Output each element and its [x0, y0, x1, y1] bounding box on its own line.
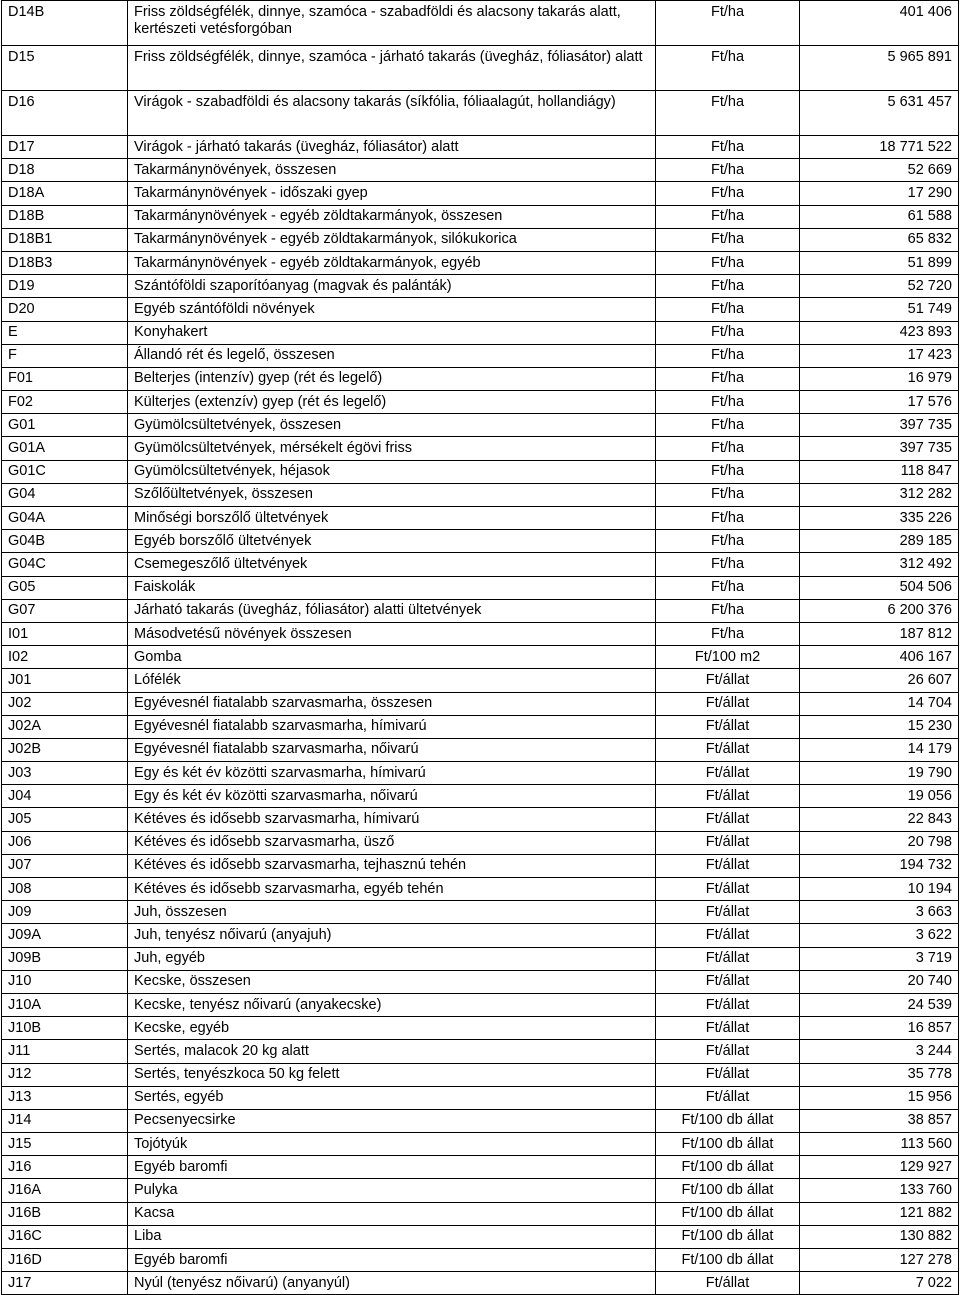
table-row [2, 298, 959, 321]
table-row [2, 321, 959, 344]
row-value-cell: 194 732 [800, 854, 959, 877]
row-unit-cell: Ft/ha [656, 298, 800, 321]
row-unit-cell: Ft/állat [656, 924, 800, 947]
row-value-cell: 127 278 [800, 1249, 959, 1272]
row-unit-cell: Ft/ha [656, 367, 800, 390]
table-row [2, 646, 959, 669]
row-code-cell: D20 [2, 298, 128, 321]
table-row [2, 622, 959, 645]
row-code-cell: J14 [2, 1109, 128, 1132]
row-value-cell: 406 167 [800, 646, 959, 669]
row-unit-cell: Ft/ha [656, 460, 800, 483]
row-description-cell: Másodvetésű növények összesen [128, 622, 656, 645]
row-description-cell: Pulyka [128, 1179, 656, 1202]
row-unit-cell: Ft/ha [656, 553, 800, 576]
row-description-cell: Kecske, egyéb [128, 1017, 656, 1040]
row-unit-cell: Ft/100 db állat [656, 1109, 800, 1132]
row-unit-cell: Ft/ha [656, 437, 800, 460]
row-code-cell: G05 [2, 576, 128, 599]
table-row [2, 924, 959, 947]
row-code-cell: G01 [2, 414, 128, 437]
row-description-cell: Minőségi borszőlő ültetvények [128, 507, 656, 530]
row-unit-cell: Ft/ha [656, 576, 800, 599]
row-code-cell: J16B [2, 1202, 128, 1225]
row-value-cell: 15 230 [800, 715, 959, 738]
table-row [2, 854, 959, 877]
row-description-cell: Friss zöldségfélék, dinnye, szamóca - szabadföldi és alacsony takarás alatt, kertészeti vetésforgóban [128, 1, 656, 46]
row-description-cell: Szőlőültetvények, összesen [128, 483, 656, 506]
table-row [2, 391, 959, 414]
table-row [2, 205, 959, 228]
row-value-cell: 20 740 [800, 970, 959, 993]
row-description-cell: Takarmánynövények - időszaki gyep [128, 182, 656, 205]
data-table [1, 0, 959, 1295]
table-row [2, 785, 959, 808]
row-code-cell: J03 [2, 762, 128, 785]
row-code-cell: J06 [2, 831, 128, 854]
row-unit-cell: Ft/állat [656, 854, 800, 877]
table-row [2, 159, 959, 182]
row-code-cell: G01A [2, 437, 128, 460]
row-code-cell: D15 [2, 46, 128, 91]
row-description-cell: Takarmánynövények, összesen [128, 159, 656, 182]
row-value-cell: 113 560 [800, 1133, 959, 1156]
row-description-cell: Faiskolák [128, 576, 656, 599]
row-unit-cell: Ft/állat [656, 1040, 800, 1063]
row-value-cell: 187 812 [800, 622, 959, 645]
row-description-cell: Belterjes (intenzív) gyep (rét és legelő) [128, 367, 656, 390]
row-unit-cell: Ft/állat [656, 1017, 800, 1040]
row-unit-cell: Ft/100 db állat [656, 1179, 800, 1202]
row-description-cell: Gyümölcsültetvények, összesen [128, 414, 656, 437]
row-unit-cell: Ft/állat [656, 1086, 800, 1109]
row-code-cell: G04B [2, 530, 128, 553]
row-code-cell: D17 [2, 136, 128, 159]
row-description-cell: Egyévesnél fiatalabb szarvasmarha, összesen [128, 692, 656, 715]
row-value-cell: 121 882 [800, 1202, 959, 1225]
table-row [2, 808, 959, 831]
row-description-cell: Gyümölcsültetvények, héjasok [128, 460, 656, 483]
row-code-cell: J08 [2, 878, 128, 901]
row-unit-cell: Ft/ha [656, 483, 800, 506]
table-row [2, 576, 959, 599]
row-value-cell: 16 857 [800, 1017, 959, 1040]
table-row [2, 970, 959, 993]
row-unit-cell: Ft/állat [656, 901, 800, 924]
table-row [2, 1272, 959, 1295]
row-code-cell: J09 [2, 901, 128, 924]
row-value-cell: 19 790 [800, 762, 959, 785]
row-description-cell: Szántóföldi szaporítóanyag (magvak és palánták) [128, 275, 656, 298]
row-description-cell: Gyümölcsültetvények, mérsékelt égövi friss [128, 437, 656, 460]
table-row [2, 738, 959, 761]
row-value-cell: 312 492 [800, 553, 959, 576]
row-code-cell: D14B [2, 1, 128, 46]
table-row [2, 599, 959, 622]
row-unit-cell: Ft/állat [656, 692, 800, 715]
table-row [2, 1133, 959, 1156]
row-description-cell: Sertés, tenyészkoca 50 kg felett [128, 1063, 656, 1086]
row-unit-cell: Ft/ha [656, 205, 800, 228]
row-code-cell: J10A [2, 993, 128, 1016]
row-unit-cell: Ft/ha [656, 1, 800, 46]
row-description-cell: Egyévesnél fiatalabb szarvasmarha, nőivarú [128, 738, 656, 761]
row-description-cell: Kétéves és idősebb szarvasmarha, üsző [128, 831, 656, 854]
row-description-cell: Kecske, tenyész nőivarú (anyakecske) [128, 993, 656, 1016]
row-code-cell: J02 [2, 692, 128, 715]
row-unit-cell: Ft/állat [656, 831, 800, 854]
row-value-cell: 17 290 [800, 182, 959, 205]
table-row [2, 692, 959, 715]
row-description-cell: Juh, egyéb [128, 947, 656, 970]
row-value-cell: 52 669 [800, 159, 959, 182]
row-description-cell: Egyéb baromfi [128, 1156, 656, 1179]
row-code-cell: J09A [2, 924, 128, 947]
table-row [2, 1, 959, 46]
row-unit-cell: Ft/ha [656, 530, 800, 553]
row-value-cell: 3 244 [800, 1040, 959, 1063]
row-code-cell: J01 [2, 669, 128, 692]
row-value-cell: 17 576 [800, 391, 959, 414]
row-unit-cell: Ft/ha [656, 599, 800, 622]
row-value-cell: 22 843 [800, 808, 959, 831]
row-description-cell: Pecsenyecsirke [128, 1109, 656, 1132]
row-code-cell: D18B3 [2, 251, 128, 274]
row-description-cell: Kétéves és idősebb szarvasmarha, tejhasznú tehén [128, 854, 656, 877]
row-value-cell: 118 847 [800, 460, 959, 483]
table-row [2, 275, 959, 298]
table-row [2, 1040, 959, 1063]
row-value-cell: 35 778 [800, 1063, 959, 1086]
row-description-cell: Kacsa [128, 1202, 656, 1225]
row-code-cell: D19 [2, 275, 128, 298]
row-value-cell: 14 179 [800, 738, 959, 761]
row-description-cell: Virágok - szabadföldi és alacsony takarás (síkfólia, fóliaalagút, hollandiágy) [128, 91, 656, 136]
row-value-cell: 51 899 [800, 251, 959, 274]
row-unit-cell: Ft/ha [656, 507, 800, 530]
row-unit-cell: Ft/100 m2 [656, 646, 800, 669]
table-row [2, 460, 959, 483]
row-description-cell: Juh, tenyész nőivarú (anyajuh) [128, 924, 656, 947]
table-row [2, 993, 959, 1016]
row-code-cell: J07 [2, 854, 128, 877]
row-description-cell: Járható takarás (üvegház, fóliasátor) alatti ültetvények [128, 599, 656, 622]
row-code-cell: J17 [2, 1272, 128, 1295]
table-row [2, 251, 959, 274]
row-description-cell: Egyéb szántóföldi növények [128, 298, 656, 321]
row-unit-cell: Ft/állat [656, 993, 800, 1016]
row-description-cell: Gomba [128, 646, 656, 669]
table-row [2, 878, 959, 901]
row-code-cell: I02 [2, 646, 128, 669]
row-code-cell: J09B [2, 947, 128, 970]
row-value-cell: 18 771 522 [800, 136, 959, 159]
row-value-cell: 61 588 [800, 205, 959, 228]
row-description-cell: Virágok - járható takarás (üvegház, fóliasátor) alatt [128, 136, 656, 159]
row-code-cell: J13 [2, 1086, 128, 1109]
row-code-cell: J10 [2, 970, 128, 993]
table-row [2, 1202, 959, 1225]
row-unit-cell: Ft/állat [656, 785, 800, 808]
table-row [2, 367, 959, 390]
row-description-cell: Takarmánynövények - egyéb zöldtakarmányok, egyéb [128, 251, 656, 274]
row-value-cell: 15 956 [800, 1086, 959, 1109]
row-value-cell: 3 719 [800, 947, 959, 970]
row-code-cell: J15 [2, 1133, 128, 1156]
row-unit-cell: Ft/100 db állat [656, 1202, 800, 1225]
row-code-cell: J05 [2, 808, 128, 831]
row-description-cell: Sertés, malacok 20 kg alatt [128, 1040, 656, 1063]
table-row [2, 228, 959, 251]
row-description-cell: Nyúl (tenyész nőivarú) (anyanyúl) [128, 1272, 656, 1295]
row-code-cell: J12 [2, 1063, 128, 1086]
row-description-cell: Friss zöldségfélék, dinnye, szamóca - járható takarás (üvegház, fóliasátor) alatt [128, 46, 656, 91]
row-code-cell: G01C [2, 460, 128, 483]
row-value-cell: 5 631 457 [800, 91, 959, 136]
row-value-cell: 3 622 [800, 924, 959, 947]
row-code-cell: J02B [2, 738, 128, 761]
row-description-cell: Kétéves és idősebb szarvasmarha, hímivarú [128, 808, 656, 831]
table-row [2, 553, 959, 576]
row-value-cell: 20 798 [800, 831, 959, 854]
table-row [2, 669, 959, 692]
row-code-cell: G04 [2, 483, 128, 506]
row-value-cell: 504 506 [800, 576, 959, 599]
row-unit-cell: Ft/állat [656, 878, 800, 901]
row-code-cell: D18B [2, 205, 128, 228]
row-code-cell: J11 [2, 1040, 128, 1063]
row-unit-cell: Ft/100 db állat [656, 1225, 800, 1248]
row-code-cell: J02A [2, 715, 128, 738]
table-row [2, 46, 959, 91]
row-description-cell: Takarmánynövények - egyéb zöldtakarmányok, silókukorica [128, 228, 656, 251]
table-row [2, 1109, 959, 1132]
row-unit-cell: Ft/állat [656, 970, 800, 993]
row-unit-cell: Ft/ha [656, 91, 800, 136]
row-unit-cell: Ft/állat [656, 1272, 800, 1295]
table-row [2, 437, 959, 460]
row-description-cell: Egyéb borszőlő ültetvények [128, 530, 656, 553]
row-value-cell: 26 607 [800, 669, 959, 692]
row-value-cell: 10 194 [800, 878, 959, 901]
row-code-cell: I01 [2, 622, 128, 645]
table-row [2, 483, 959, 506]
row-unit-cell: Ft/ha [656, 159, 800, 182]
table-row [2, 1063, 959, 1086]
row-unit-cell: Ft/100 db állat [656, 1156, 800, 1179]
table-body [2, 1, 959, 1295]
row-value-cell: 65 832 [800, 228, 959, 251]
row-code-cell: J16C [2, 1225, 128, 1248]
row-value-cell: 52 720 [800, 275, 959, 298]
row-unit-cell: Ft/ha [656, 228, 800, 251]
row-value-cell: 397 735 [800, 437, 959, 460]
row-value-cell: 6 200 376 [800, 599, 959, 622]
row-description-cell: Sertés, egyéb [128, 1086, 656, 1109]
row-code-cell: D18B1 [2, 228, 128, 251]
row-code-cell: D16 [2, 91, 128, 136]
row-value-cell: 17 423 [800, 344, 959, 367]
row-value-cell: 3 663 [800, 901, 959, 924]
row-unit-cell: Ft/ha [656, 275, 800, 298]
row-code-cell: D18A [2, 182, 128, 205]
row-description-cell: Egyévesnél fiatalabb szarvasmarha, hímivarú [128, 715, 656, 738]
row-description-cell: Csemegeszőlő ültetvények [128, 553, 656, 576]
row-value-cell: 130 882 [800, 1225, 959, 1248]
table-row [2, 414, 959, 437]
row-value-cell: 16 979 [800, 367, 959, 390]
row-value-cell: 397 735 [800, 414, 959, 437]
row-unit-cell: Ft/ha [656, 182, 800, 205]
row-value-cell: 51 749 [800, 298, 959, 321]
row-description-cell: Takarmánynövények - egyéb zöldtakarmányok, összesen [128, 205, 656, 228]
row-code-cell: J16D [2, 1249, 128, 1272]
table-row [2, 91, 959, 136]
row-unit-cell: Ft/ha [656, 622, 800, 645]
row-unit-cell: Ft/ha [656, 321, 800, 344]
row-value-cell: 7 022 [800, 1272, 959, 1295]
table-row [2, 1017, 959, 1040]
table-row [2, 136, 959, 159]
row-value-cell: 423 893 [800, 321, 959, 344]
row-description-cell: Tojótyúk [128, 1133, 656, 1156]
row-code-cell: J16A [2, 1179, 128, 1202]
table-row [2, 1225, 959, 1248]
table-row [2, 530, 959, 553]
row-value-cell: 289 185 [800, 530, 959, 553]
row-description-cell: Egyéb baromfi [128, 1249, 656, 1272]
row-unit-cell: Ft/ha [656, 251, 800, 274]
row-unit-cell: Ft/állat [656, 738, 800, 761]
row-code-cell: E [2, 321, 128, 344]
row-description-cell: Külterjes (extenzív) gyep (rét és legelő) [128, 391, 656, 414]
table-row [2, 947, 959, 970]
table-row [2, 1179, 959, 1202]
table-row [2, 901, 959, 924]
row-description-cell: Kétéves és idősebb szarvasmarha, egyéb tehén [128, 878, 656, 901]
row-unit-cell: Ft/állat [656, 1063, 800, 1086]
row-code-cell: J16 [2, 1156, 128, 1179]
row-unit-cell: Ft/állat [656, 808, 800, 831]
row-unit-cell: Ft/ha [656, 344, 800, 367]
table-row [2, 1156, 959, 1179]
row-value-cell: 133 760 [800, 1179, 959, 1202]
row-value-cell: 38 857 [800, 1109, 959, 1132]
row-code-cell: G07 [2, 599, 128, 622]
row-value-cell: 335 226 [800, 507, 959, 530]
row-description-cell: Egy és két év közötti szarvasmarha, nőivarú [128, 785, 656, 808]
row-code-cell: J04 [2, 785, 128, 808]
row-unit-cell: Ft/állat [656, 669, 800, 692]
row-unit-cell: Ft/állat [656, 947, 800, 970]
row-description-cell: Juh, összesen [128, 901, 656, 924]
row-value-cell: 129 927 [800, 1156, 959, 1179]
row-value-cell: 5 965 891 [800, 46, 959, 91]
row-code-cell: G04C [2, 553, 128, 576]
row-code-cell: F02 [2, 391, 128, 414]
row-code-cell: D18 [2, 159, 128, 182]
row-description-cell: Kecske, összesen [128, 970, 656, 993]
row-unit-cell: Ft/állat [656, 762, 800, 785]
row-unit-cell: Ft/ha [656, 46, 800, 91]
table-row [2, 1249, 959, 1272]
row-unit-cell: Ft/ha [656, 414, 800, 437]
row-code-cell: F01 [2, 367, 128, 390]
table-row [2, 715, 959, 738]
row-code-cell: G04A [2, 507, 128, 530]
row-value-cell: 14 704 [800, 692, 959, 715]
row-description-cell: Állandó rét és legelő, összesen [128, 344, 656, 367]
row-description-cell: Liba [128, 1225, 656, 1248]
row-unit-cell: Ft/ha [656, 391, 800, 414]
row-unit-cell: Ft/100 db állat [656, 1133, 800, 1156]
row-value-cell: 19 056 [800, 785, 959, 808]
table-row [2, 182, 959, 205]
table-row [2, 831, 959, 854]
table-row [2, 507, 959, 530]
table-row [2, 762, 959, 785]
table-row [2, 344, 959, 367]
row-description-cell: Lófélék [128, 669, 656, 692]
row-value-cell: 24 539 [800, 993, 959, 1016]
row-description-cell: Konyhakert [128, 321, 656, 344]
row-description-cell: Egy és két év közötti szarvasmarha, hímivarú [128, 762, 656, 785]
row-unit-cell: Ft/100 db állat [656, 1249, 800, 1272]
row-unit-cell: Ft/ha [656, 136, 800, 159]
row-value-cell: 401 406 [800, 1, 959, 46]
row-unit-cell: Ft/állat [656, 715, 800, 738]
row-value-cell: 312 282 [800, 483, 959, 506]
row-code-cell: F [2, 344, 128, 367]
row-code-cell: J10B [2, 1017, 128, 1040]
table-row [2, 1086, 959, 1109]
